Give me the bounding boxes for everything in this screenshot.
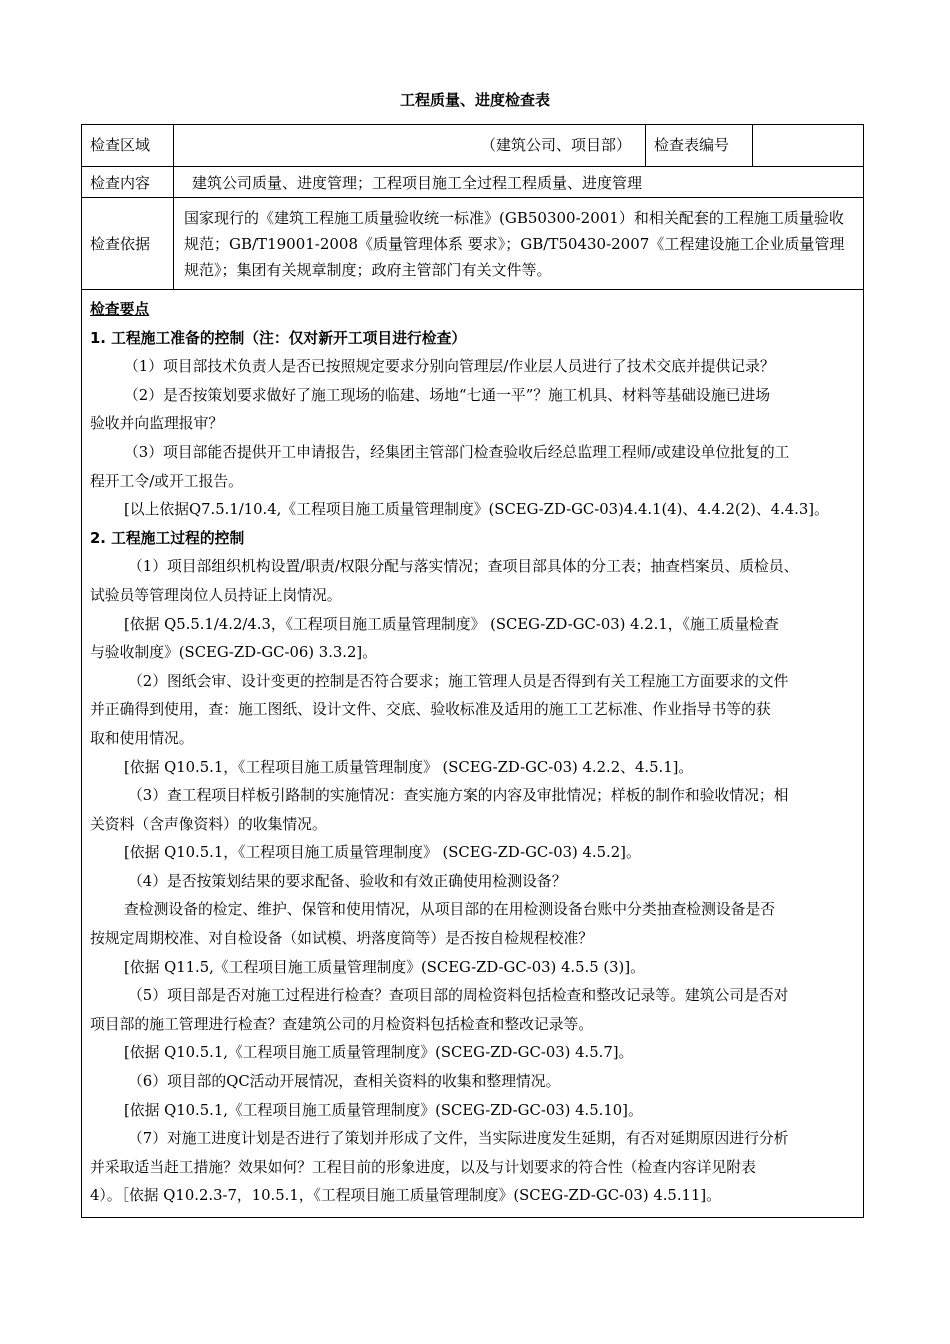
point-line: 验收并向监理报审？ [90,415,224,433]
content-label: 检查内容 [82,167,174,198]
point-line: （2）图纸会审、设计变更的控制是否符合要求；施工管理人员是否得到有关工程施工方面要求的文件 [128,672,789,690]
point-line: 试验员等管理岗位人员持证上岗情况。 [90,586,342,604]
point-line: （3）查工程项目样板引路制的实施情况：查实施方案的内容及审批情况；样板的制作和验收情况；相 [128,787,789,805]
point-line: 查检测设备的检定、维护、保管和使用情况，从项目部的在用检测设备台账中分类抽查检测设备是否 [124,901,776,919]
point-line: 项目部的施工管理进行检查？查建筑公司的月检资料包括检查和整改记录等。 [90,1015,594,1033]
form-no-label-cell [646,125,753,167]
point-line: 关资料（含声像资料）的收集情况。 [90,815,327,833]
point-line: （1）项目部组织机构设置/职责/权限分配与落实情况；查项目部具体的分工表；抽查档案员、质检员、 [128,558,799,576]
content-row [82,167,864,198]
basis-row [82,198,864,290]
form-no-label: 检查表编号 [654,136,730,154]
point-line: 按规定周期校准、对自检设备（如试模、坍落度筒等）是否按自检规程校准？ [90,930,594,948]
point-line: 并正确得到使用，查：施工图纸、设计文件、交底、验收标准及适用的施工工艺标准、作业指导书等的获 [90,701,771,719]
reference-line: [依据 Q10.5.1，《工程项目施工质量管理制度》 (SCEG-ZD-GC-03) 4.5.2]。 [124,844,641,862]
area-value-cell [174,125,646,167]
area-value: （建筑公司、项目部） [480,136,631,154]
area-row [82,125,864,167]
point-line: （5）项目部是否对施工过程进行检查？查项目部的周检资料包括检查和整改记录等。建筑公司是否对 [128,987,789,1005]
point-line: 并采取适当赶工措施？效果如何？工程目前的形象进度，以及与计划要求的符合性（检查内容详见附表 [90,1158,756,1176]
basis-value: 国家现行的《建筑工程施工质量验收统一标准》(GB50300-2001）和相关配套的工程施工质量验收规范；GB/T19001-2008《质量管理体系 要求》；GB/T50430-2007《工程建设施工企业质量管理规范》；集团有关规章制度；政府主管部门有关文件等。 [174,198,864,290]
reference-line: [依据 Q5.5.1/4.2/4.3，《工程项目施工质量管理制度》 (SCEG-ZD-GC-03) 4.2.1，《施工质量检查 [124,615,779,633]
point-line: 4）。［依据 Q10.2.3-7，10.5.1，《工程项目施工质量管理制度》(SCEG-ZD-GC-03) 4.5.11]。 [90,1187,721,1205]
point-line: （3）项目部能否提供开工申请报告，经集团主管部门检查验收后经总监理工程师/或建设单位批复的工 [124,443,790,461]
content-value: 建筑公司质量、进度管理；工程项目施工全过程工程质量、进度管理 [174,167,864,198]
inspection-form [81,124,864,1218]
form-no-value-cell [753,125,864,167]
reference-line: 与验收制度》(SCEG-ZD-GC-06) 3.3.2]。 [90,644,377,662]
point-line: 取和使用情况。 [90,729,194,747]
point-line: （6）项目部的QC活动开展情况，查相关资料的收集和整理情况。 [128,1073,561,1091]
points-heading: 检查要点 [90,301,150,318]
point-line: （4）是否按策划结果的要求配备、验收和有效正确使用检测设备？ [128,872,567,890]
points-cell [82,290,864,1218]
points-row [82,290,864,1218]
reference-line: [依据 Q10.5.1，《工程项目施工质量管理制度》 (SCEG-ZD-GC-03) 4.2.2、4.5.1]。 [124,758,694,776]
area-label: 检查区域 [90,136,151,154]
reference-line: [依据 Q10.5.1,《工程项目施工质量管理制度》(SCEG-ZD-GC-03) 4.5.10]。 [124,1101,643,1119]
point-line: （2）是否按策划要求做好了施工现场的临建、场地“七通一平”？施工机具、材料等基础设施已进场 [124,386,771,404]
section-heading: 2. 工程施工过程的控制 [90,529,245,547]
page-title: 工程质量、进度检查表 [399,91,550,109]
point-line: （7）对施工进度计划是否进行了策划并形成了文件，当实际进度发生延期，有否对延期原因进行分析 [128,1130,789,1148]
point-line: （1）项目部技术负责人是否已按照规定要求分别向管理层/作业层人员进行了技术交底并提供记录？ [124,358,775,376]
point-line: 程开工令/或开工报告。 [90,472,243,490]
section-heading: 1. 工程施工准备的控制（注：仅对新开工项目进行检查） [90,329,467,347]
reference-line: [以上依据Q7.5.1/10.4,《工程项目施工质量管理制度》(SCEG-ZD-GC-03)4.4.1(4)、4.4.2(2)、4.4.3]。 [124,501,829,519]
reference-line: [依据 Q11.5,《工程项目施工质量管理制度》(SCEG-ZD-GC-03) 4.5.5 (3)]。 [124,958,645,976]
basis-label: 检查依据 [82,198,174,290]
reference-line: [依据 Q10.5.1,《工程项目施工质量管理制度》(SCEG-ZD-GC-03) 4.5.7]。 [124,1044,634,1062]
area-label-cell [82,125,174,167]
